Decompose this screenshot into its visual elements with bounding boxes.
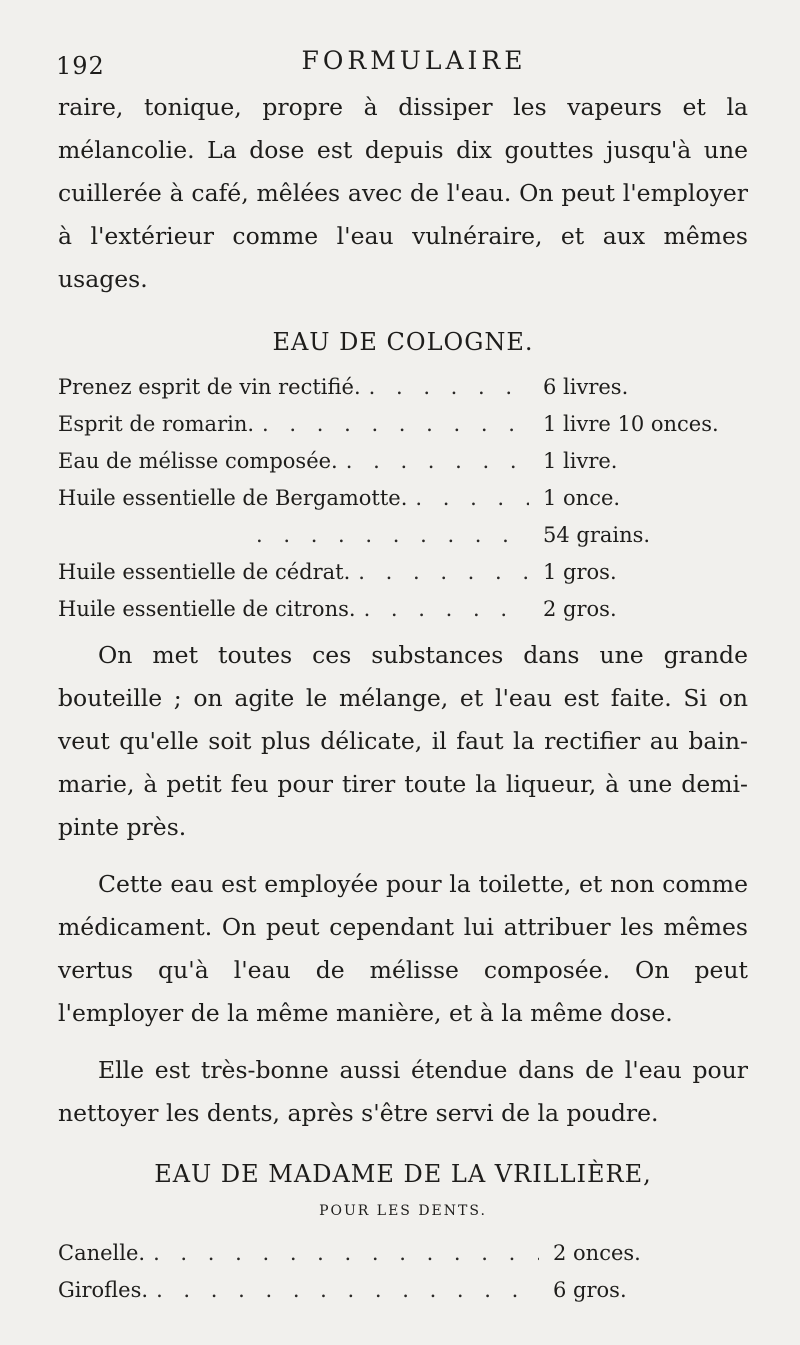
leader-dots [361, 369, 529, 406]
running-title: FORMULAIRE [301, 46, 527, 75]
ingredient-row [58, 480, 748, 517]
ingredient-quantity: 54 grains. [543, 523, 651, 547]
ingredient-quantity: 6 livres. [543, 375, 629, 399]
ingredient-name: Huile essentielle de citrons. [58, 597, 356, 621]
ingredient-name: Girofles. [58, 1278, 149, 1302]
ingredient-quantity: 2 onces. [553, 1241, 641, 1265]
leader-dots [407, 480, 529, 517]
leader-dots [148, 1272, 539, 1309]
ingredient-list-cologne [58, 369, 748, 628]
ingredient-row [58, 369, 748, 406]
ingredient-name: Huile essentielle de Bergamotte. [58, 486, 408, 510]
page-number: 192 [56, 52, 105, 80]
body-paragraph: Cette eau est employée pour la toilette, et non comme médicament. On peut cependant lui attribuer les mêmes vertus qu'à l'eau de mélisse composée. On peut l'employer de la même manière, et à la même dose. [58, 870, 748, 1027]
ingredient-quantity: 1 once. [543, 486, 621, 510]
page-header [56, 42, 752, 82]
ingredient-name: Canelle. [58, 1241, 146, 1265]
ingredient-name: Prenez esprit de vin rectifié. [58, 375, 361, 399]
ingredient-quantity: 1 gros. [543, 560, 617, 584]
leader-dots [338, 443, 529, 480]
ingredient-quantity: 2 gros. [543, 597, 617, 621]
leader-dots [356, 591, 529, 628]
ingredient-name: Huile essentielle de cédrat. [58, 560, 351, 584]
leader-dots [350, 554, 529, 591]
ingredient-row [58, 517, 748, 554]
ingredient-list-vrilliere [58, 1235, 748, 1309]
ingredient-row [58, 1235, 748, 1272]
ingredient-name: Eau de mélisse composée. [58, 449, 338, 473]
section-title-vrilliere: EAU DE MADAME DE LA VRILLIÈRE, [154, 1160, 652, 1188]
ingredient-row [58, 443, 748, 480]
ingredient-name: Esprit de romarin. [58, 412, 255, 436]
intro-paragraph: raire, tonique, propre à dissiper les vapeurs et la mélancolie. La dose est depuis dix gouttes jusqu'à une cuillerée à café, mêlées avec de l'eau. On peut l'employer à l'extérieur comme l'eau vulnéraire, et aux mêmes usages. [58, 93, 748, 293]
ingredient-row [58, 554, 748, 591]
body-paragraph: Elle est très-bonne aussi étendue dans de l'eau pour nettoyer les dents, après s'être servi de la poudre. [58, 1056, 748, 1127]
ingredient-row [58, 1272, 748, 1309]
ingredient-quantity: 6 gros. [553, 1278, 627, 1302]
ingredient-quantity: 1 livre 10 onces. [543, 412, 719, 436]
body-paragraph: On met toutes ces substances dans une grande bouteille ; on agite le mélange, et l'eau est faite. Si on veut qu'elle soit plus délicate, il faut la rectifier au bain-marie, à petit feu pour tirer toute la liqueur, à une demi-pinte près. [58, 641, 748, 841]
leader-dots [248, 517, 529, 554]
ingredient-row [58, 591, 748, 628]
leader-dots [254, 406, 529, 443]
ingredient-quantity: 1 livre. [543, 449, 618, 473]
leader-dots [145, 1235, 539, 1272]
ingredient-row [58, 406, 748, 443]
section-subtitle-vrilliere: POUR LES DENTS. [319, 1203, 487, 1219]
page-content [58, 86, 748, 1315]
section-title-cologne: EAU DE COLOGNE. [272, 328, 534, 356]
